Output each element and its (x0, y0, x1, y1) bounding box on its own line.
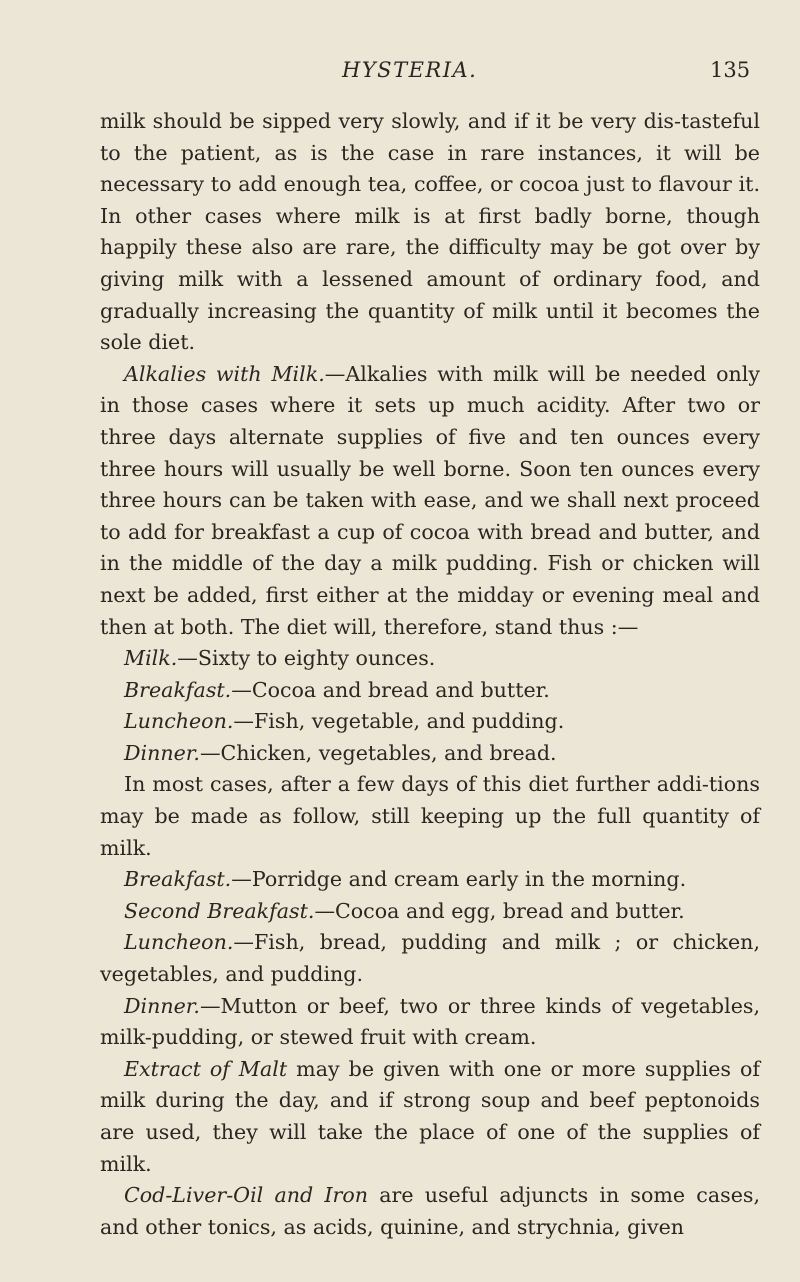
run-in-heading: Alkalies with Milk. (124, 361, 325, 386)
paragraph-extract-of-malt: Extract of Malt may be given with one or more supplies of milk during the day, and if strong soup and beef peptonoids are used, they will take the place of one of the supplies of milk. (100, 1056, 760, 1176)
diet-item-milk: Milk.—Sixty to eighty ounces. (124, 646, 436, 671)
diet-item-dinner: Dinner.—Chicken, vegetables, and bread. (124, 740, 557, 765)
diet-item-breakfast-2: Breakfast.—Porridge and cream early in the morning. (124, 867, 687, 892)
run-in-heading: Dinner. (124, 993, 200, 1018)
running-head (0, 58, 800, 88)
paragraph-cod-liver-oil: Cod-Liver-Oil and Iron are useful adjuncts in some cases, and other tonics, as acids, quinine, and strychnia, given (100, 1183, 760, 1239)
run-in-heading: Breakfast. (124, 867, 232, 892)
run-in-heading: Milk. (124, 646, 178, 671)
run-in-heading: Luncheon. (124, 930, 234, 955)
run-in-heading: Cod-Liver-Oil and Iron (124, 1183, 369, 1208)
run-in-heading: Extract of Malt (124, 1056, 288, 1081)
paragraph-alkalies-with-milk: Alkalies with Milk.—Alkalies with milk will be needed only in those cases where it sets up much acidity. After two or three days alternate supplies of five and ten ounces every three hours will usually be well borne. Soon ten ounces every three hours can be taken with ease, and we shall next proceed to add for breakfast a cup of cocoa with bread and butter, and in the middle of the day a milk pudding. Fish or chicken will next be added, first either at the midday or evening meal and then at both. The diet will, therefore, stand thus :— (100, 361, 760, 639)
run-in-heading: Breakfast. (124, 677, 232, 702)
run-in-heading: Luncheon. (124, 709, 234, 734)
run-in-heading: Second Breakfast. (124, 898, 315, 923)
body-text (100, 106, 760, 1243)
paragraph-continuation: milk should be sipped very slowly, and if it be very dis-tasteful to the patient, as is the case in rare instances, it will be necessary to add enough tea, coffee, or cocoa just to flavour it. In other cases where milk is at first badly borne, though happily these also are rare, the difficulty may be got over by giving milk with a lessened amount of ordinary food, and gradually increasing the quantity of milk until it becomes the sole diet. (100, 109, 760, 355)
run-in-heading: Dinner. (124, 740, 200, 765)
diet-item-breakfast: Breakfast.—Cocoa and bread and butter. (124, 677, 550, 702)
diet-item-dinner-2: Dinner.—Mutton or beef, two or three kinds of vegetables, milk-pudding, or stewed fruit with cream. (100, 993, 760, 1050)
paragraph-additions: In most cases, after a few days of this diet further addi-tions may be made as follow, still keeping up the full quantity of milk. (100, 772, 760, 860)
diet-item-luncheon: Luncheon.—Fish, vegetable, and pudding. (124, 709, 565, 734)
diet-item-second-breakfast: Second Breakfast.—Cocoa and egg, bread and butter. (124, 898, 685, 923)
page-number: 135 (710, 58, 751, 82)
diet-item-luncheon-2: Luncheon.—Fish, bread, pudding and milk ; or chicken, vegetables, and pudding. (100, 930, 760, 987)
running-head-title: HYSTERIA. (342, 58, 478, 82)
